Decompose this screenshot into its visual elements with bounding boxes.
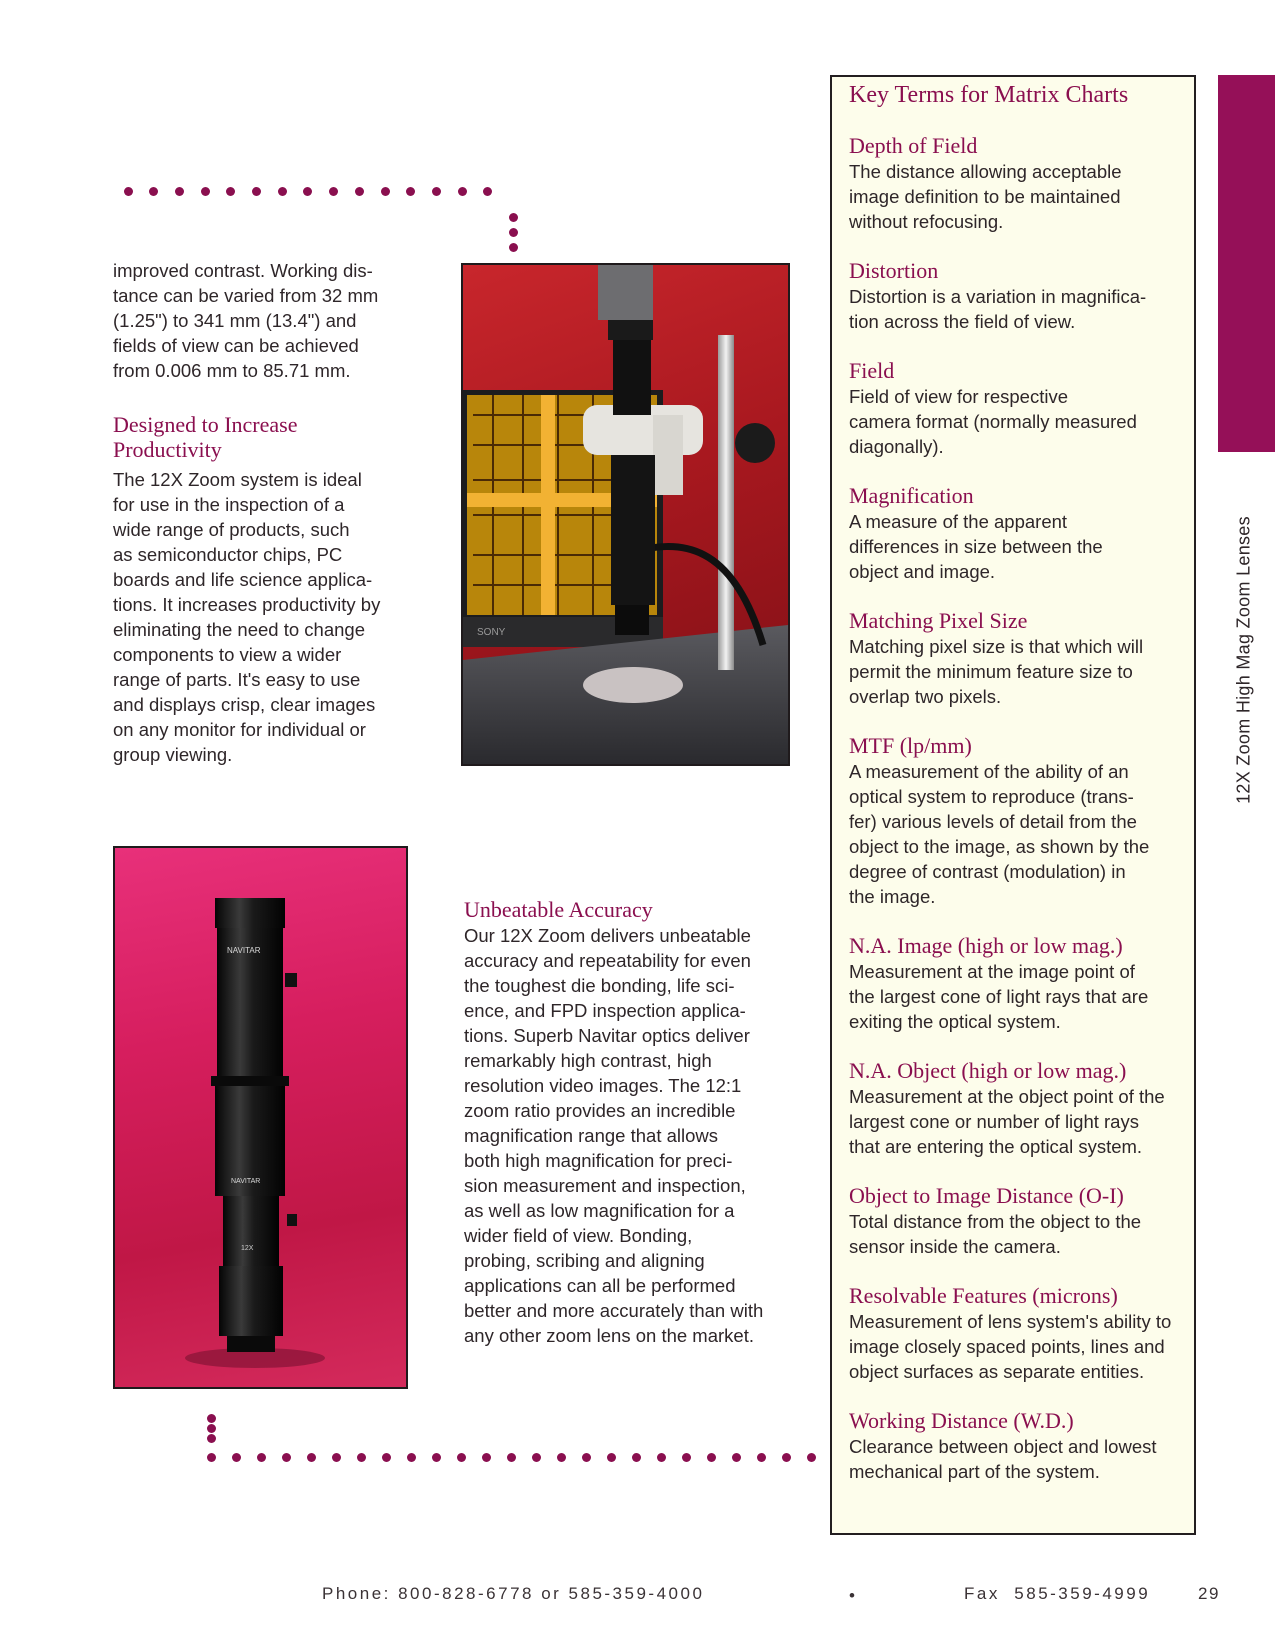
connector-dot: [557, 1453, 566, 1462]
key-term-name: MTF (lp/mm): [849, 733, 972, 758]
lens-brand-top: NAVITAR: [227, 946, 261, 955]
intro-paragraph: improved contrast. Working dis- tance can be varied from 32 mm (1.25") to 341 mm (13.4") and fields of view can be achieved from 0.006 mm to 85.71 mm.: [113, 260, 379, 381]
designed-body: The 12X Zoom system is ideal for use in the inspection of a wide range of products, such as semiconductor chips, PC boards and life science applica- tions. It increases productivity by eliminating the need to change components to view a wider range of parts. It's easy to use and displays crisp, clear images on any monitor for individual or group viewing.: [113, 469, 381, 765]
key-term: [849, 608, 1180, 709]
key-terms-title: Key Terms for Matrix Charts: [849, 82, 1129, 108]
accuracy-body: Our 12X Zoom delivers unbeatable accuracy and repeatability for even the toughest die bonding, life sci- ence, and FPD inspection applica- tions. Superb Navitar optics deliver remarkably high contrast, high resolution video images. The 12:1 zoom ratio provides an incredible magnification range that allows both high magnification for preci- sion measurement and inspection, as well as low magnification for a wider field of view. Bonding, probing, scribing and aligning applications can all be performed better and more accurately than with any other zoom lens on the market.: [464, 925, 764, 1346]
key-term-name: Depth of Field: [849, 133, 978, 158]
key-term-name: Magnification: [849, 483, 974, 508]
key-term: [849, 258, 1180, 334]
key-term: [849, 358, 1180, 459]
connector-dot: [509, 228, 518, 237]
key-term-name: Distortion: [849, 258, 939, 283]
key-term-name: Matching Pixel Size: [849, 608, 1028, 633]
connector-dot: [483, 187, 492, 196]
connector-dot: [407, 1453, 416, 1462]
key-terms-list: [849, 133, 1180, 1484]
connector-dot: [757, 1453, 766, 1462]
key-term-definition: A measure of the apparent differences in size between the object and image.: [849, 511, 1103, 582]
connector-dot: [507, 1453, 516, 1462]
footer-bullet: •: [849, 1586, 855, 1605]
connector-dot: [657, 1453, 666, 1462]
key-term-definition: Measurement at the object point of the largest cone or number of light rays that are entering the optical system.: [849, 1086, 1165, 1157]
key-term-definition: Field of view for respective camera format (normally measured diagonally).: [849, 386, 1137, 457]
key-term-definition: Measurement of lens system's ability to image closely spaced points, lines and object surfaces as separate entities.: [849, 1311, 1172, 1382]
connector-dot: [509, 213, 518, 222]
connector-dot: [707, 1453, 716, 1462]
lens-zoom-mark: 12X: [241, 1245, 254, 1252]
connector-dot: [357, 1453, 366, 1462]
key-term: [849, 933, 1180, 1034]
connector-dot: [175, 187, 184, 196]
side-section-label: 12X Zoom High Mag Zoom Lenses: [1233, 516, 1254, 804]
zoom-lens-photo: [113, 846, 408, 1389]
key-term-definition: The distance allowing acceptable image definition to be maintained without refocusing.: [849, 161, 1122, 232]
footer-fax: Fax 585-359-4999: [964, 1584, 1151, 1603]
connector-dot: [278, 187, 287, 196]
connector-dot: [201, 187, 210, 196]
microscope-illustration: [463, 265, 788, 764]
zoom-lens-illustration: [115, 848, 406, 1387]
connector-dot: [432, 187, 441, 196]
connector-dot: [458, 187, 467, 196]
key-term: [849, 133, 1180, 234]
connector-dot: [252, 187, 261, 196]
key-term-name: Working Distance (W.D.): [849, 1408, 1074, 1433]
key-terms-box: [830, 75, 1196, 1535]
key-term: [849, 1408, 1180, 1484]
connector-dot: [382, 1453, 391, 1462]
key-term-name: Field: [849, 358, 895, 383]
connector-dot: [582, 1453, 591, 1462]
connector-dot: [406, 187, 415, 196]
key-term-definition: Matching pixel size is that which will permit the minimum feature size to overlap two pixels.: [849, 636, 1144, 707]
key-term-name: N.A. Image (high or low mag.): [849, 933, 1123, 958]
key-term-name: N.A. Object (high or low mag.): [849, 1058, 1127, 1083]
connector-dot: [232, 1453, 241, 1462]
connector-dot: [682, 1453, 691, 1462]
key-term-definition: A measurement of the ability of an optical system to reproduce (trans- fer) various levels of detail from the object to the image, as shown by the degree of contrast (modulation) in the image.: [849, 761, 1150, 907]
connector-dot: [782, 1453, 791, 1462]
connector-dot: [257, 1453, 266, 1462]
key-term-definition: Distortion is a variation in magnifica- tion across the field of view.: [849, 286, 1147, 332]
connector-dot: [207, 1434, 216, 1443]
connector-dot: [332, 1453, 341, 1462]
connector-dot: [355, 187, 364, 196]
key-term: [849, 1283, 1180, 1384]
key-term-definition: Total distance from the object to the sensor inside the camera.: [849, 1211, 1142, 1257]
lens-brand-bottom: NAVITAR: [231, 1178, 261, 1185]
footer-phone: Phone: 800-828-6778 or 585-359-4000: [322, 1584, 705, 1603]
key-term-name: Resolvable Features (microns): [849, 1283, 1118, 1308]
connector-dot: [457, 1453, 466, 1462]
connector-dot: [124, 187, 133, 196]
key-term: [849, 1183, 1180, 1259]
designed-heading: Designed to Increase Productivity: [113, 412, 298, 462]
connector-dot: [532, 1453, 541, 1462]
connector-dot: [282, 1453, 291, 1462]
connector-dot: [226, 187, 235, 196]
connector-dot: [303, 187, 312, 196]
connector-dot: [381, 187, 390, 196]
connector-dot: [307, 1453, 316, 1462]
key-term: [849, 733, 1180, 909]
connector-dot: [807, 1453, 816, 1462]
connector-dot: [632, 1453, 641, 1462]
connector-dot: [149, 187, 158, 196]
accuracy-heading: Unbeatable Accuracy: [464, 897, 653, 922]
key-term: [849, 1058, 1180, 1159]
connector-dot: [607, 1453, 616, 1462]
connector-dot: [509, 243, 518, 252]
key-term-name: Object to Image Distance (O-I): [849, 1183, 1124, 1208]
connector-dot: [329, 187, 338, 196]
connector-dot: [482, 1453, 491, 1462]
side-tab: [1218, 75, 1275, 452]
connector-dot: [732, 1453, 741, 1462]
connector-dot: [207, 1453, 216, 1462]
page-number: 29: [1198, 1584, 1220, 1603]
key-term-definition: Clearance between object and lowest mechanical part of the system.: [849, 1436, 1157, 1482]
monitor-brand: SONY: [477, 627, 506, 638]
connector-dot: [207, 1424, 216, 1433]
connector-dot: [207, 1414, 216, 1423]
key-term: [849, 483, 1180, 584]
key-term-definition: Measurement at the image point of the largest cone of light rays that are exiting the optical system.: [849, 961, 1149, 1032]
connector-dot: [432, 1453, 441, 1462]
microscope-photo: [461, 263, 790, 766]
